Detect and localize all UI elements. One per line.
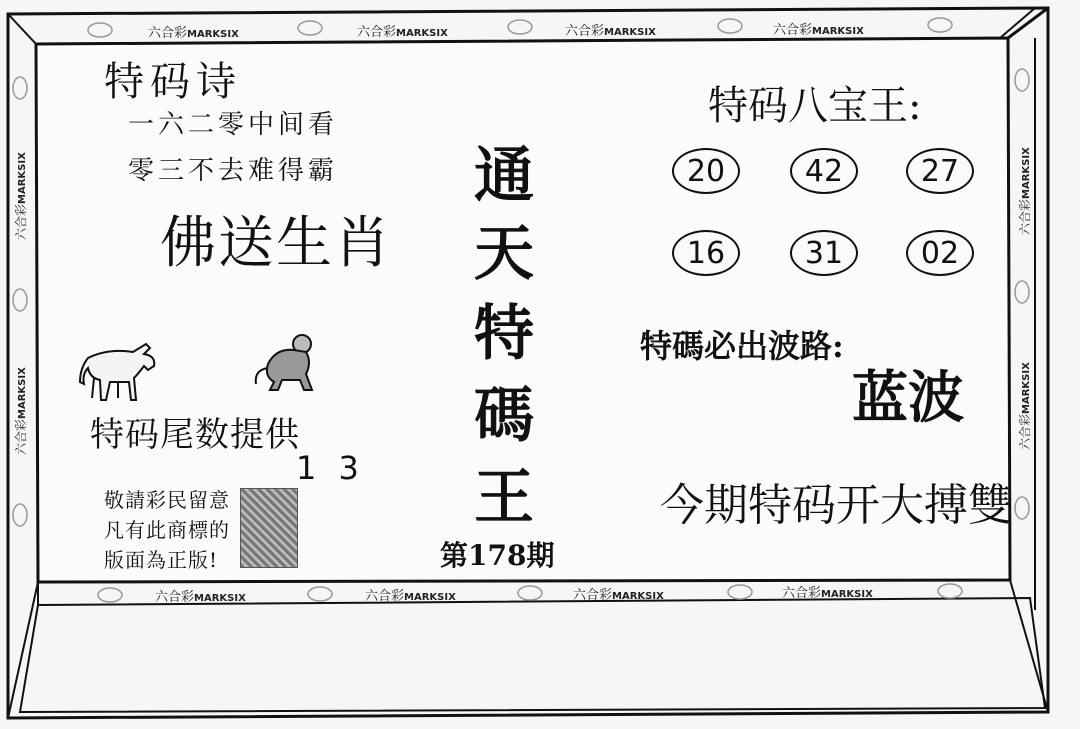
poem-title: 特码诗 [104,59,242,105]
center-title-char-4: 碼 [474,381,534,451]
watermark-bottom-3 [573,584,664,603]
watermark-en: MARKSIX [404,592,456,603]
number-ball: 16 [672,230,740,276]
monkey-icon [250,330,326,392]
watermark-top-4 [773,19,864,38]
number-ball: 31 [790,230,858,276]
notice-line-3: 版面為正版! [104,548,219,572]
watermark-cn: 六合彩 [1018,413,1032,450]
tail-number-digits: 1 3 [296,449,359,487]
watermark-right-2 [1016,362,1033,450]
issue-number: 第178期 [440,539,555,572]
center-title-char-3: 特 [474,299,534,369]
notice-line-2: 凡有此商標的 [104,518,230,542]
watermark-en: MARKSIX [821,589,873,600]
watermark-en: MARKSIX [1021,362,1032,414]
watermark-top-1 [148,22,239,41]
watermark-en: MARKSIX [1021,147,1032,199]
watermark-top-2 [357,21,448,40]
watermark-en: MARKSIX [17,152,28,204]
center-title-char-1: 通 [474,141,534,211]
watermark-cn: 六合彩 [573,588,613,603]
watermark-cn: 六合彩 [357,25,397,40]
watermark-cn: 六合彩 [782,586,822,601]
watermark-cn: 六合彩 [148,26,188,41]
watermark-en: MARKSIX [396,28,448,39]
ox-icon [78,334,160,404]
tail-number-label: 特码尾数提供 [90,415,300,455]
watermark-en: MARKSIX [812,26,864,37]
wave-title: 特碼必出波路: [640,327,844,365]
watermark-en: MARKSIX [604,27,656,38]
watermark-en: MARKSIX [187,29,239,40]
number-ball: 27 [906,148,974,194]
poem-line-2: 零三不去难得霸 [128,156,339,186]
watermark-top-3 [565,20,656,39]
watermark-cn: 六合彩 [773,23,813,38]
trademark-stamp [240,488,298,568]
buddha-zodiac-label: 佛送生肖 [160,211,392,276]
watermark-left-1 [12,152,29,240]
wave-value: 蓝波 [852,365,964,431]
watermark-cn: 六合彩 [14,418,28,455]
watermark-left-2 [12,367,29,455]
number-ball: 42 [790,148,858,194]
watermark-right-1 [1016,147,1033,235]
center-title-char-5: 王 [474,463,534,533]
watermark-bottom-2 [365,585,456,604]
watermark-cn: 六合彩 [155,590,195,605]
watermark-cn: 六合彩 [14,203,28,240]
number-ball: 20 [672,148,740,194]
number-ball: 02 [906,230,974,276]
watermark-cn: 六合彩 [1018,198,1032,235]
watermark-cn: 六合彩 [565,24,605,39]
bet-text: 今期特码开大搏雙 [660,480,1012,531]
watermark-cn: 六合彩 [365,589,405,604]
watermark-en: MARKSIX [194,593,246,604]
watermark-en: MARKSIX [612,591,664,602]
center-title-char-2: 天 [474,219,534,289]
watermark-bottom-1 [155,586,246,605]
notice-line-1: 敬請彩民留意 [104,488,230,512]
watermark-bottom-4 [782,582,873,601]
watermark-en: MARKSIX [17,367,28,419]
eight-treasure-title: 特码八宝王: [708,83,922,129]
poem-line-1: 一六二零中间看 [128,110,339,140]
